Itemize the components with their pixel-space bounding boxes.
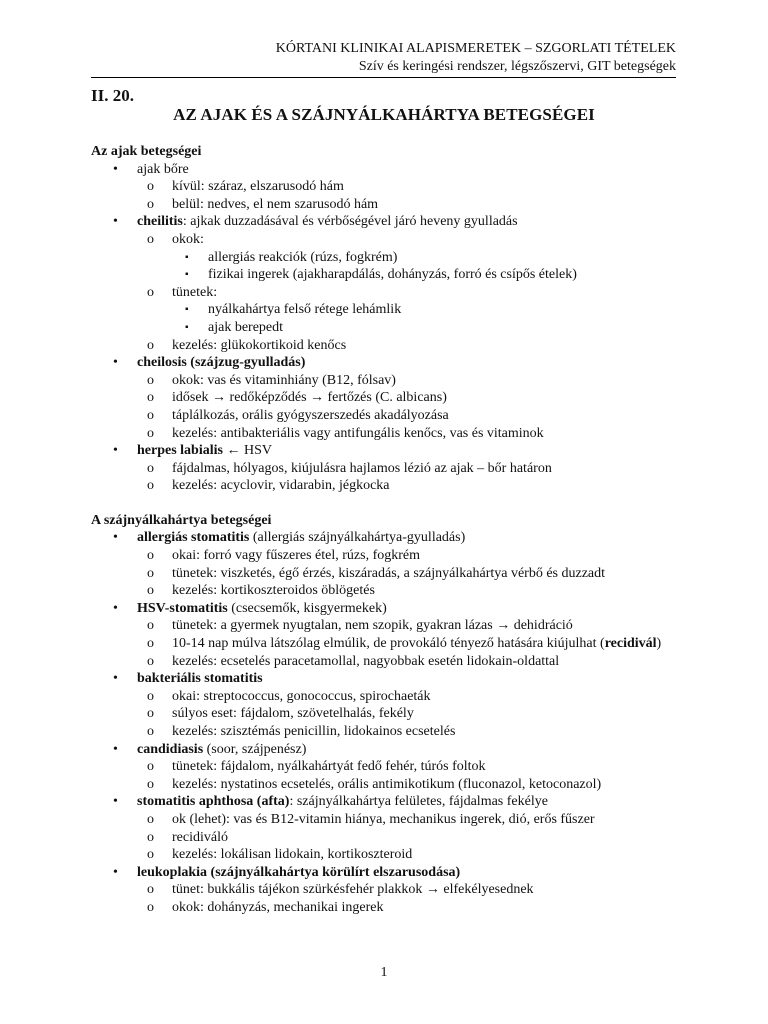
chapter-number: II. 20.: [91, 86, 134, 105]
item-text: okok:: [172, 231, 204, 247]
item-text: kezelés: acyclovir, vidarabin, jégkocka: [172, 478, 390, 494]
list-item: [91, 758, 676, 776]
term: cheilitis: [137, 214, 183, 230]
item-text: tünetek:: [172, 284, 218, 300]
item-text: fizikai ingerek (ajakharapdálás, dohányzás, forró és csípős ételek): [208, 267, 577, 283]
list-item: [91, 319, 676, 337]
circle-marker: o: [147, 478, 154, 494]
list-item: [91, 178, 676, 196]
circle-marker: o: [147, 407, 154, 423]
term: stomatitis aphthosa (afta): [137, 794, 290, 810]
document-body: [91, 143, 676, 917]
bullet-marker: •: [113, 671, 118, 687]
item-text: kezelés: glükokortikoid kenőcs: [172, 337, 347, 353]
list-item: [91, 723, 676, 741]
list-item: [91, 529, 676, 547]
item-text: (allergiás szájnyálkahártya-gyulladás): [249, 530, 466, 546]
circle-marker: o: [147, 372, 154, 388]
header-rule: [91, 77, 676, 78]
circle-marker: o: [147, 811, 154, 827]
bullet-marker: •: [113, 741, 118, 757]
list-item: [91, 389, 676, 407]
item-text: (soor, szájpenész): [203, 741, 307, 757]
bullet-marker: •: [113, 530, 118, 546]
item-text: belül: nedves, el nem szarusodó hám: [172, 196, 379, 212]
item-text: ok (lehet): vas és B12-vitamin hiánya, mechanikus ingerek, dió, erős fűszer: [172, 811, 595, 827]
term: allergiás stomatitis: [137, 530, 250, 546]
circle-marker: o: [147, 284, 154, 300]
term: herpes labialis: [137, 443, 223, 459]
list-item: [91, 161, 676, 179]
item-text: okok: dohányzás, mechanikai ingerek: [172, 899, 384, 915]
section-heading-lips: Az ajak betegségei: [91, 144, 202, 159]
list-item: [91, 635, 676, 653]
term: leukoplakia (szájnyálkahártya körülírt elszarusodása): [137, 864, 461, 880]
item-text: 10-14 nap múlva látszólag elmúlik, de provokáló tényező hatására kiújulhat (: [172, 636, 605, 652]
list-item: [91, 460, 676, 478]
circle-marker: o: [147, 179, 154, 195]
circle-marker: o: [147, 847, 154, 863]
list-item: [91, 881, 676, 899]
list-item: [91, 653, 676, 671]
section-spacer: [91, 495, 676, 512]
list-item: [91, 670, 676, 688]
item-text: ajak berepedt: [208, 319, 284, 335]
list-item: [91, 372, 676, 390]
circle-marker: o: [147, 759, 154, 775]
list-item: [91, 213, 676, 231]
circle-marker: o: [147, 706, 154, 722]
bullet-marker: •: [113, 794, 118, 810]
list-item: [91, 425, 676, 443]
page-title: AZ AJAK ÉS A SZÁJNYÁLKAHÁRTYA BETEGSÉGEI: [173, 105, 595, 124]
circle-marker: o: [147, 337, 154, 353]
list-item: [91, 793, 676, 811]
list-item: [91, 811, 676, 829]
square-marker: ▪: [185, 321, 189, 333]
circle-marker: o: [147, 724, 154, 739]
bullet-marker: •: [113, 214, 118, 230]
circle-marker: o: [147, 460, 154, 476]
list-item: [91, 565, 676, 583]
circle-marker: o: [147, 231, 154, 247]
item-text: okok: vas és vitaminhiány (B12, fólsav): [172, 372, 396, 388]
bullet-marker: •: [113, 161, 118, 177]
list-item: [91, 354, 676, 372]
item-text: idősek → redőképződés → fertőzés (C. albicans): [172, 390, 447, 406]
list-item: [91, 829, 676, 847]
circle-marker: o: [147, 776, 154, 792]
list-item: [91, 442, 676, 460]
page-number: 1: [380, 965, 388, 980]
term: recidivál: [604, 636, 657, 652]
item-text: ): [656, 636, 662, 652]
bullet-marker: •: [113, 600, 118, 616]
item-text: : ajkak duzzadásával és vérbőségével járó heveny gyulladás: [182, 214, 518, 230]
bullet-marker: •: [113, 443, 118, 459]
item-text: tünet: bukkális tájékon szürkésfehér plakkok → elfekélyesednek: [172, 882, 534, 898]
circle-marker: o: [147, 548, 154, 564]
list-item: [91, 196, 676, 214]
circle-marker: o: [147, 618, 154, 634]
section-heading-mucosa: A szájnyálkahártya betegségei: [91, 512, 272, 528]
list-item: [91, 600, 676, 618]
circle-marker: o: [147, 899, 154, 915]
list-item: [91, 407, 676, 425]
list-item: [91, 266, 676, 284]
circle-marker: o: [147, 565, 154, 581]
list-item: [91, 688, 676, 706]
list-item: [91, 337, 676, 355]
running-header: [276, 40, 676, 76]
bullet-marker: •: [113, 864, 118, 880]
list-item: [91, 741, 676, 759]
circle-marker: o: [147, 653, 154, 669]
term: cheilosis (szájzug-gyulladás): [137, 355, 306, 371]
item-text: kezelés: antibakteriális vagy antifungális kenőcs, vas és vitaminok: [172, 425, 544, 441]
list-item: [91, 705, 676, 723]
item-text: fájdalmas, hólyagos, kiújulásra hajlamos lézió az ajak – bőr határon: [172, 460, 552, 476]
item-text: ajak bőre: [137, 161, 189, 177]
header-line-2: Szív és keringési rendszer, légszőszervi, GIT betegségek: [358, 59, 676, 74]
item-text: (csecsemők, kisgyermekek): [227, 600, 387, 616]
list-item: [91, 477, 676, 495]
square-marker: ▪: [185, 304, 189, 316]
circle-marker: o: [147, 583, 154, 599]
item-text: súlyos eset: fájdalom, szövetelhalás, fekély: [172, 706, 414, 722]
list-item: [91, 776, 676, 794]
list-item: [91, 864, 676, 882]
circle-marker: o: [147, 390, 154, 406]
list-item: [91, 582, 676, 600]
term: HSV-stomatitis: [137, 600, 228, 616]
list-item: [91, 846, 676, 864]
square-marker: ▪: [185, 269, 189, 281]
item-text: kívül: száraz, elszarusodó hám: [172, 179, 344, 195]
square-marker: ▪: [185, 251, 189, 263]
item-text: kezelés: szisztémás penicillin, lidokainos ecsetelés: [172, 724, 456, 739]
circle-marker: o: [147, 196, 154, 212]
circle-marker: o: [147, 829, 154, 845]
item-text: kezelés: lokálisan lidokain, kortikoszteroid: [172, 847, 413, 863]
item-text: kezelés: nystatinos ecsetelés, orális antimikotikum (fluconazol, ketoconazol): [172, 776, 602, 792]
item-text: okai: forró vagy fűszeres étel, rúzs, fogkrém: [172, 548, 421, 564]
list-item: [91, 284, 676, 302]
list-item: [91, 617, 676, 635]
list-item: [91, 899, 676, 917]
item-text: tünetek: fájdalom, nyálkahártyát fedő fehér, túrós foltok: [172, 759, 486, 775]
circle-marker: o: [147, 882, 154, 898]
item-text: kezelés: kortikoszteroidos öblögetés: [172, 583, 375, 599]
item-text: recidiváló: [172, 829, 228, 845]
item-text: okai: streptococcus, gonococcus, spirochaeták: [172, 688, 431, 704]
circle-marker: o: [147, 636, 154, 652]
item-text: allergiás reakciók (rúzs, fogkrém): [208, 249, 398, 265]
term: bakteriális stomatitis: [137, 671, 263, 687]
circle-marker: o: [147, 425, 154, 441]
item-text: nyálkahártya felső rétege lehámlik: [208, 302, 402, 318]
item-text: kezelés: ecsetelés paracetamollal, nagyobbak esetén lidokain-oldattal: [172, 653, 560, 669]
bullet-marker: •: [113, 355, 118, 371]
item-text: ← HSV: [222, 443, 272, 459]
list-item: [91, 547, 676, 565]
list-item: [91, 301, 676, 319]
list-item: [91, 249, 676, 267]
item-text: tünetek: viszketés, égő érzés, kiszáradás, a szájnyálkahártya vérbő és duzzadt: [172, 565, 606, 581]
circle-marker: o: [147, 688, 154, 704]
header-line-1: KÓRTANI KLINIKAI ALAPISMERETEK – SZGORLATI TÉTELEK: [275, 41, 676, 56]
term: candidiasis: [137, 741, 204, 757]
list-item: [91, 231, 676, 249]
item-text: : szájnyálkahártya felületes, fájdalmas fekélye: [289, 794, 548, 810]
item-text: tünetek: a gyermek nyugtalan, nem szopik, gyakran lázas → dehidráció: [172, 618, 573, 634]
item-text: táplálkozás, orális gyógyszerszedés akadályozása: [172, 407, 449, 423]
